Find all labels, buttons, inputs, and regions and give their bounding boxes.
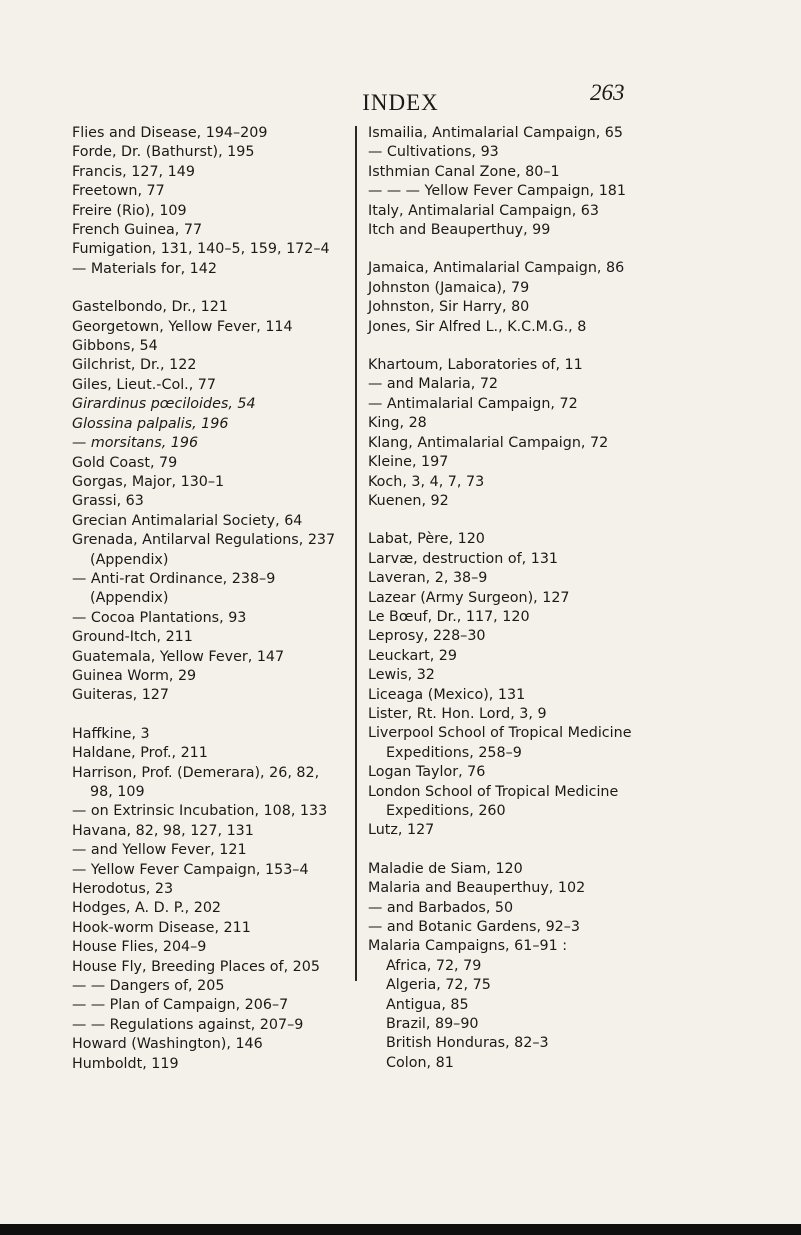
index-entry: — — — Yellow Fever Campaign, 181: [368, 183, 626, 200]
index-entry: Guiteras, 127: [72, 687, 169, 704]
index-entry: Kuenen, 92: [368, 492, 449, 509]
index-entry: Fumigation, 131, 140–5, 159, 172–4: [72, 241, 330, 258]
index-entry: — Materials for, 142: [72, 260, 217, 277]
index-column-left: [72, 124, 344, 1074]
index-entry: Ground-Itch, 211: [72, 629, 193, 646]
index-entry: Humboldt, 119: [72, 1055, 179, 1072]
section-gap: [368, 511, 658, 530]
index-entry: Larvæ, destruction of, 131: [368, 550, 559, 567]
index-entry: King, 28: [368, 415, 427, 432]
index-entry: Liverpool School of Tropical Medicine Expeditions, 258–9: [368, 725, 632, 761]
index-entry: Lutz, 127: [368, 822, 435, 839]
index-entry: — — Plan of Campaign, 206–7: [72, 997, 289, 1014]
index-entry: Le Bœuf, Dr., 117, 120: [368, 608, 530, 625]
index-entry: Jamaica, Antimalarial Campaign, 86: [368, 260, 625, 277]
index-entry: — Cultivations, 93: [368, 144, 499, 161]
index-entry: Grenada, Antilarval Regulations, 237 (Appendix): [72, 532, 336, 568]
index-subentry: British Honduras, 82–3: [386, 1035, 549, 1052]
index-entry: Leuckart, 29: [368, 647, 457, 664]
section-gap: [368, 841, 658, 860]
index-entry: Hook-worm Disease, 211: [72, 919, 251, 936]
index-entry: Kleine, 197: [368, 454, 449, 471]
index-entry: Logan Taylor, 76: [368, 764, 486, 781]
index-entry: — and Yellow Fever, 121: [72, 842, 247, 859]
index-entry: Giles, Lieut.-Col., 77: [72, 376, 216, 393]
index-entry: — — Dangers of, 205: [72, 978, 225, 995]
index-entry: Khartoum, Laboratories of, 11: [368, 357, 583, 374]
index-entry: Grassi, 63: [72, 493, 144, 510]
index-entry: Italy, Antimalarial Campaign, 63: [368, 202, 599, 219]
index-entry: Herodotus, 23: [72, 881, 174, 898]
index-subentry: Africa, 72, 79: [386, 957, 482, 974]
column-divider: [355, 126, 357, 981]
index-entry: Grecian Antimalarial Society, 64: [72, 512, 303, 529]
index-entry: Glossina palpalis, 196: [72, 415, 229, 432]
index-entry: Guinea Worm, 29: [72, 667, 197, 684]
index-entry: Hodges, A. D. P., 202: [72, 900, 222, 917]
index-entry: Gilchrist, Dr., 122: [72, 357, 197, 374]
index-entry: Klang, Antimalarial Campaign, 72: [368, 434, 609, 451]
index-subentry: Colon, 81: [386, 1054, 454, 1071]
index-entry: — Antimalarial Campaign, 72: [368, 395, 578, 412]
index-entry: French Guinea, 77: [72, 222, 203, 239]
section-gap: [72, 706, 344, 725]
index-entry: Gastelbondo, Dr., 121: [72, 299, 228, 316]
index-entry: Forde, Dr. (Bathurst), 195: [72, 144, 255, 161]
index-entry: Lister, Rt. Hon. Lord, 3, 9: [368, 705, 547, 722]
index-entry: Freetown, 77: [72, 183, 165, 200]
index-entry: Freire (Rio), 109: [72, 202, 187, 219]
index-entry: London School of Tropical Medicine Expeditions, 260: [368, 783, 619, 819]
index-entry: Malaria Campaigns, 61–91 :: [368, 938, 568, 955]
index-entry: Liceaga (Mexico), 131: [368, 686, 526, 703]
index-entry: — on Extrinsic Incubation, 108, 133: [72, 803, 328, 820]
index-entry: Ismailia, Antimalarial Campaign, 65: [368, 125, 623, 141]
index-entry: — morsitans, 196: [72, 435, 199, 452]
index-entry: — Yellow Fever Campaign, 153–4: [72, 861, 309, 878]
index-entry: — and Botanic Gardens, 92–3: [368, 919, 581, 936]
index-entry: Gold Coast, 79: [72, 454, 178, 471]
index-subentry: Antigua, 85: [386, 996, 469, 1013]
index-entry: Johnston, Sir Harry, 80: [368, 299, 530, 316]
index-entry: — and Malaria, 72: [368, 376, 499, 393]
index-entry: Labat, Père, 120: [368, 531, 485, 548]
index-entry: Georgetown, Yellow Fever, 114: [72, 318, 293, 335]
index-subentry: Brazil, 89–90: [386, 1016, 479, 1033]
index-entry: Haffkine, 3: [72, 725, 150, 742]
index-entry: Gorgas, Major, 130–1: [72, 473, 225, 490]
index-entry: Flies and Disease, 194–209: [72, 125, 268, 141]
index-entry: Isthmian Canal Zone, 80–1: [368, 163, 560, 180]
index-entry: Laveran, 2, 38–9: [368, 570, 488, 587]
index-entry: — — Regulations against, 207–9: [72, 1016, 304, 1033]
index-entry: Johnston (Jamaica), 79: [368, 279, 530, 296]
page-title: INDEX: [362, 90, 439, 115]
index-entry: Maladie de Siam, 120: [368, 860, 523, 877]
section-gap: [72, 279, 344, 298]
index-entry: — and Barbados, 50: [368, 899, 514, 916]
index-entry: Haldane, Prof., 211: [72, 745, 208, 762]
section-gap: [368, 240, 658, 259]
index-entry: Francis, 127, 149: [72, 163, 195, 180]
index-entry: Havana, 82, 98, 127, 131: [72, 822, 254, 839]
index-subentry: Algeria, 72, 75: [386, 977, 491, 994]
index-entry: Lazear (Army Surgeon), 127: [368, 589, 570, 606]
index-entry: Leprosy, 228–30: [368, 628, 486, 645]
index-entry: Guatemala, Yellow Fever, 147: [72, 648, 285, 665]
index-entry: House Flies, 204–9: [72, 939, 207, 956]
index-entry: — Cocoa Plantations, 93: [72, 609, 247, 626]
index-entry: Malaria and Beauperthuy, 102: [368, 880, 586, 897]
index-entry: Itch and Beauperthuy, 99: [368, 222, 551, 239]
bottom-scan-edge: [0, 1224, 801, 1235]
section-gap: [368, 337, 658, 356]
index-column-right: [368, 124, 658, 1073]
index-entry: Girardinus pœciloides, 54: [72, 396, 256, 413]
index-entry: Lewis, 32: [368, 667, 435, 684]
index-entry: Gibbons, 54: [72, 338, 158, 355]
index-entry: Jones, Sir Alfred L., K.C.M.G., 8: [368, 318, 587, 335]
index-entry: Harrison, Prof. (Demerara), 26, 82, 98, 109: [72, 764, 320, 800]
page-number: 263: [590, 80, 625, 105]
index-entry: House Fly, Breeding Places of, 205: [72, 958, 320, 975]
index-entry: Howard (Washington), 146: [72, 1036, 263, 1053]
index-entry: — Anti-rat Ordinance, 238–9 (Appendix): [72, 570, 276, 607]
index-entry: Koch, 3, 4, 7, 73: [368, 473, 485, 490]
